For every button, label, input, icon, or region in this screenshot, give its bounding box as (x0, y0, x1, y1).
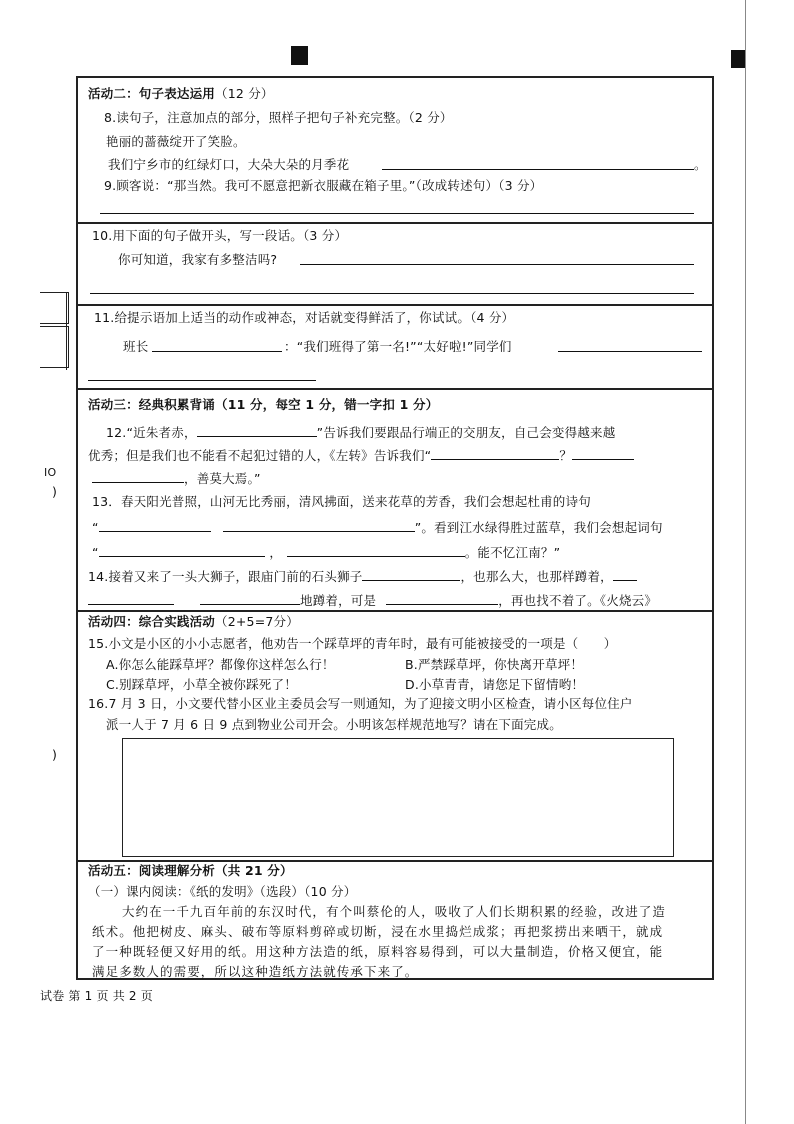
reading-para-line-3: 了一种既轻便又好用的纸。用这种方法造的纸，原料容易得到，可以大量制造，价格又便宜，能 (92, 944, 664, 959)
section2-heading: 活动二：句子表达运用（12 分） (88, 86, 274, 101)
section5-heading: 活动五：阅读理解分析（共 21 分） (88, 863, 293, 878)
q11-b: ：“我们班得了第一名!”“太好啦!”同学们 (284, 339, 512, 354)
section3-heading: 活动三：经典积累背诵（11 分，每空 1 分，错一字扣 1 分） (88, 397, 439, 412)
page-footer: 试卷 第 1 页 共 2 页 (40, 989, 153, 1003)
q10-instruction: 10.用下面的句子做开头，写一段话。（3 分） (92, 228, 348, 243)
q14-line1: 14.接着又来了一头大狮子，跟庙门前的石头狮子 ，也那么大，也那样蹲着， (88, 568, 637, 585)
reading-para-line-2: 纸术。他把树皮、麻头、破布等原料剪碎或切断，浸在水里捣烂成浆；再把浆捞出来晒干，就成 (92, 924, 664, 939)
q10-answer-line-1[interactable] (300, 264, 694, 265)
q8-prompt: 我们宁乡市的红绿灯口，大朵大朵的月季花 (108, 157, 350, 172)
q11-instruction: 11.给提示语加上适当的动作或神态，对话就变得鲜活了，你试试。（4 分） (94, 310, 515, 325)
q12-line2: 优秀；但是我们也不能看不起犯过错的人，《左转》告诉我们“ ？ (88, 447, 634, 464)
q13-line3: “ ， 。能不忆江南？” (92, 545, 561, 560)
q15-option-a[interactable]: A.你怎么能踩草坪？都像你这样怎么行！ (106, 657, 335, 672)
q13-blank-2[interactable] (223, 519, 415, 532)
reading-para-line-4: 满足多数人的需要，所以这种造纸方法就传承下来了。 (92, 964, 419, 979)
q14-blank-5[interactable] (386, 592, 498, 605)
q8-instruction: 8.读句子，注意加点的部分，照样子把句子补充完整。（2 分） (104, 110, 453, 125)
q11-answer-line-2[interactable] (558, 351, 702, 352)
q13-blank-4[interactable] (287, 544, 465, 557)
page-edge-line (745, 0, 746, 1124)
q10-answer-line-2[interactable] (90, 293, 694, 294)
q15-option-c[interactable]: C.别踩草坪，小草全被你踩死了！ (106, 677, 297, 692)
margin-text-c: ) (52, 747, 58, 762)
q12-blank-3[interactable] (572, 447, 634, 460)
q12-blank-2[interactable] (431, 447, 559, 460)
q9-instruction: 9.顾客说：“那当然。我可不愿意把新衣服藏在箱子里。”（改成转述句）（3 分） (104, 178, 543, 193)
divider-section5 (78, 860, 712, 862)
q15-question: 15.小文是小区的小小志愿者，他劝告一个踩草坪的青年时，最有可能被接受的一项是（ ） (88, 636, 617, 651)
q9-answer-line[interactable] (100, 213, 694, 214)
q12-blank-1[interactable] (197, 424, 317, 437)
q14-line2: 地蹲着，可是 ，再也找不着了。《火烧云》 (88, 592, 657, 609)
section4-heading: 活动四：综合实践活动（2+5=7分） (88, 614, 299, 629)
q16-line2: 派一人于 7 月 6 日 9 点到物业公司开会。小明该怎样规范地写？请在下面完成。 (106, 717, 562, 732)
divider-section3 (78, 388, 712, 390)
q14-blank-3[interactable] (88, 592, 174, 605)
q14-blank-2[interactable] (613, 568, 637, 581)
q8-answer-line[interactable] (382, 169, 694, 170)
q15-option-d[interactable]: D.小草青青，请您足下留情哟！ (405, 677, 585, 692)
q11-answer-line-3[interactable] (88, 380, 316, 381)
divider-q11 (78, 304, 712, 306)
q12-line1: 12.“近朱者赤， ”告诉我们要跟品行端正的交朋友，自己会变得越来越 (106, 425, 616, 440)
registration-mark-top (291, 46, 308, 65)
binding-bracket-2 (40, 326, 69, 368)
registration-mark-right (731, 50, 745, 68)
divider-q10 (78, 222, 712, 224)
divider-section4 (78, 610, 712, 612)
q14-blank-4[interactable] (200, 592, 300, 605)
q13-line1: 13．春天阳光普照，山河无比秀丽，清风拂面，送来花草的芳香，我们会想起杜甫的诗句 (92, 494, 591, 509)
binding-bracket-1 (40, 292, 69, 324)
q12-blank-4[interactable] (92, 470, 184, 483)
q11-a: 班长 (123, 339, 149, 354)
q8-example: 艳丽的蔷薇绽开了笑脸。 (106, 134, 246, 149)
margin-text-a: IO (44, 466, 57, 479)
q13-blank-3[interactable] (99, 544, 265, 557)
margin-text-b: ) (52, 484, 58, 499)
q15-option-b[interactable]: B.严禁踩草坪，你快离开草坪！ (405, 657, 584, 672)
q12-line3: ，善莫大焉。” (92, 470, 261, 487)
reading-para-line-1: 大约在一千九百年前的东汉时代，有个叫蔡伦的人，吸收了人们长期积累的经验，改进了造 (122, 904, 667, 919)
binding-line (66, 292, 67, 370)
q13-blank-1[interactable] (99, 519, 211, 532)
q10-start: 你可知道，我家有多整洁吗? (118, 252, 278, 267)
q13-line2: “ ”。看到江水绿得胜过蓝草，我们会想起词句 (92, 520, 663, 535)
section5-subheading: （一）课内阅读：《纸的发明》（选段）（10 分） (88, 884, 357, 899)
q16-answer-box[interactable] (122, 738, 674, 857)
q16-line1: 16.7 月 3 日，小文要代替小区业主委员会写一则通知，为了迎接文明小区检查，请小区每位住户 (88, 696, 633, 711)
q11-answer-line-1[interactable] (152, 351, 282, 352)
q14-blank-1[interactable] (362, 568, 460, 581)
q8-end: 。 (694, 157, 707, 172)
